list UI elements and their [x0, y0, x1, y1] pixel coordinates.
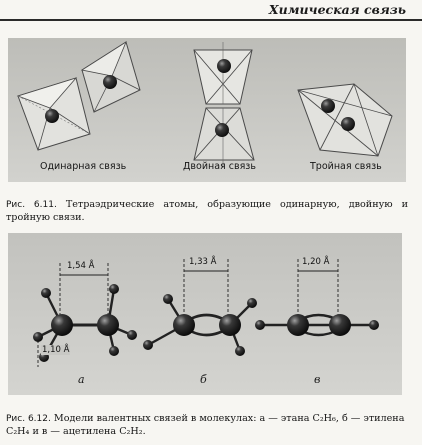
triple-bond-label: Тройная связь [310, 161, 382, 172]
model-letter-c: в [314, 373, 321, 386]
ethylene-cc-distance: 1,33 Å [189, 257, 217, 267]
ethane-ch-distance: 1,10 Å [42, 345, 70, 355]
figure-6-12-photo [8, 233, 402, 395]
figure-6-12-caption-line1: Модели валентных связей в молекулах: а — этана C₂H₆, б — этилена [50, 413, 405, 424]
acetylene-cc-distance: 1,20 Å [302, 257, 330, 267]
figure-6-11-photo [8, 38, 406, 182]
header-rule [0, 19, 422, 21]
double-bond-label: Двойная связь [183, 161, 256, 172]
running-header [0, 0, 422, 24]
figure-6-12-caption [6, 413, 412, 438]
model-letter-b: б [200, 373, 207, 386]
figure-6-12-caption-line2: C₂H₄ и в — ацетилена C₂H₂. [6, 425, 146, 437]
running-header-title: Химическая связь [263, 1, 406, 18]
single-bond-label: Одинарная связь [40, 161, 127, 172]
figure-6-12-number: Рис. 6.12. [6, 414, 51, 424]
figure-6-11-number: Рис. 6.11. [6, 200, 57, 210]
ethane-cc-distance: 1,54 Å [67, 261, 95, 271]
figure-6-11-caption-text: Тетраэдрические атомы, образующие одинарную, двойную и тройную связи. [6, 199, 408, 223]
figure-6-11-caption [6, 199, 408, 224]
model-letter-a: а [78, 373, 85, 386]
